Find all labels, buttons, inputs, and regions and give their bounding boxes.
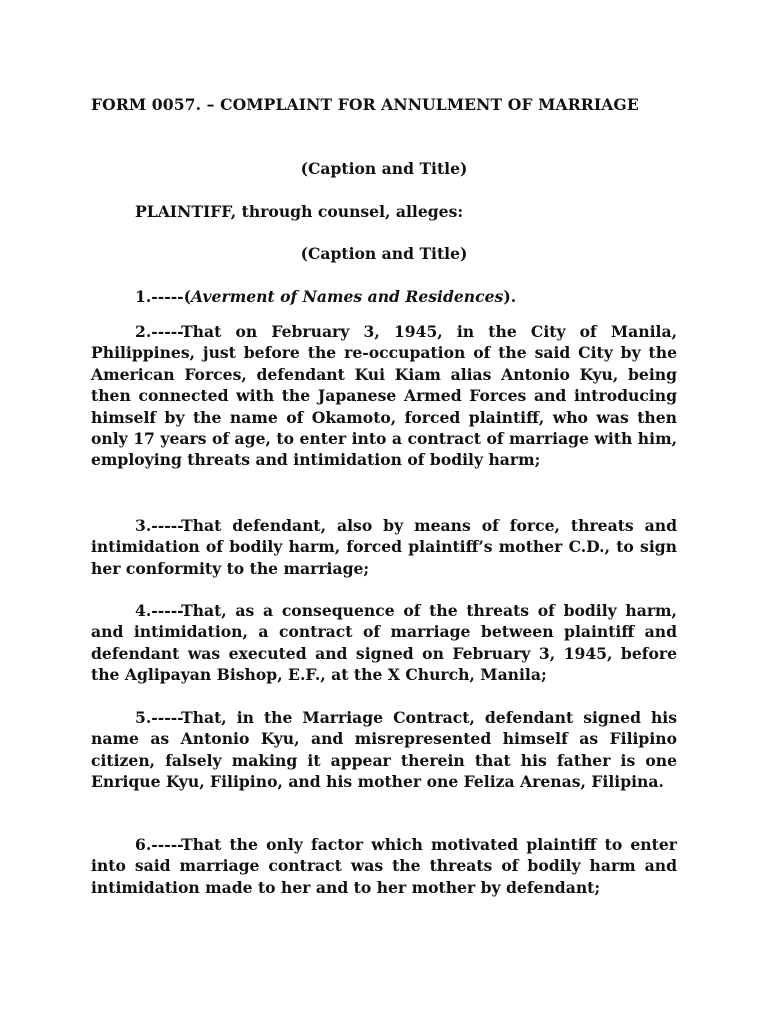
paragraph-1 (91, 286, 677, 307)
paragraph-5 (91, 707, 677, 793)
paragraph-number: 2.----- (135, 322, 182, 341)
caption-text: (Caption and Title) (300, 244, 468, 263)
paragraph-text: That on February 3, 1945, in the City of Manila, Philippines, just before the re-occupation of the said City by the American Forces, defendant Kui Kiam alias Antonio Kyu, being then connected with the Japanese Armed Forces and introducing himself by the name of Okamoto, forced plaintiff, who was then only 17 years of age, to enter into a contract of marriage with him, employing threats and intimidation of bodily harm; (91, 322, 677, 470)
paragraph-suffix: ). (503, 287, 517, 306)
caption-and-title-2 (91, 243, 677, 264)
paragraph-number: 1.----- (135, 287, 184, 306)
paragraph-number: 3.----- (135, 516, 182, 535)
paragraph-number: 5.----- (135, 708, 182, 727)
paragraph-text: That the only factor which motivated plaintiff to enter into said marriage contract was the threats of bodily harm and intimidation made to her and to her mother by defendant; (91, 835, 677, 897)
paragraph-italic-text: Averment of Names and Residences (191, 287, 504, 306)
caption-and-title-1 (91, 158, 677, 179)
paragraph-number: 4.----- (135, 601, 182, 620)
paragraph-number: 6.----- (135, 835, 182, 854)
paragraph-prefix: ( (183, 287, 192, 306)
form-title: FORM 0057. – COMPLAINT FOR ANNULMENT OF MARRIAGE (91, 95, 639, 114)
caption-text: (Caption and Title) (300, 159, 468, 178)
paragraph-text: That, as a consequence of the threats of bodily harm, and intimidation, a contract of marriage between plaintiff and defendant was executed and signed on February 3, 1945, before the Aglipayan Bishop, E.F., at the X Church, Manila; (91, 601, 677, 685)
paragraph-2 (91, 321, 677, 471)
paragraph-4 (91, 600, 677, 686)
paragraph-text: That, in the Marriage Contract, defendant signed his name as Antonio Kyu, and misrepresented himself as Filipino citizen, falsely making it appear therein that his father is one Enrique Kyu, Filipino, and his mother one Feliza Arenas, Filipina. (91, 708, 677, 792)
paragraph-6 (91, 834, 677, 898)
paragraph-text: That defendant, also by means of force, threats and intimidation of bodily harm, forced plaintiff’s mother C.D., to sign her conformity to the marriage; (91, 516, 677, 578)
paragraph-3 (91, 515, 677, 579)
intro-line: PLAINTIFF, through counsel, alleges: (135, 202, 464, 221)
